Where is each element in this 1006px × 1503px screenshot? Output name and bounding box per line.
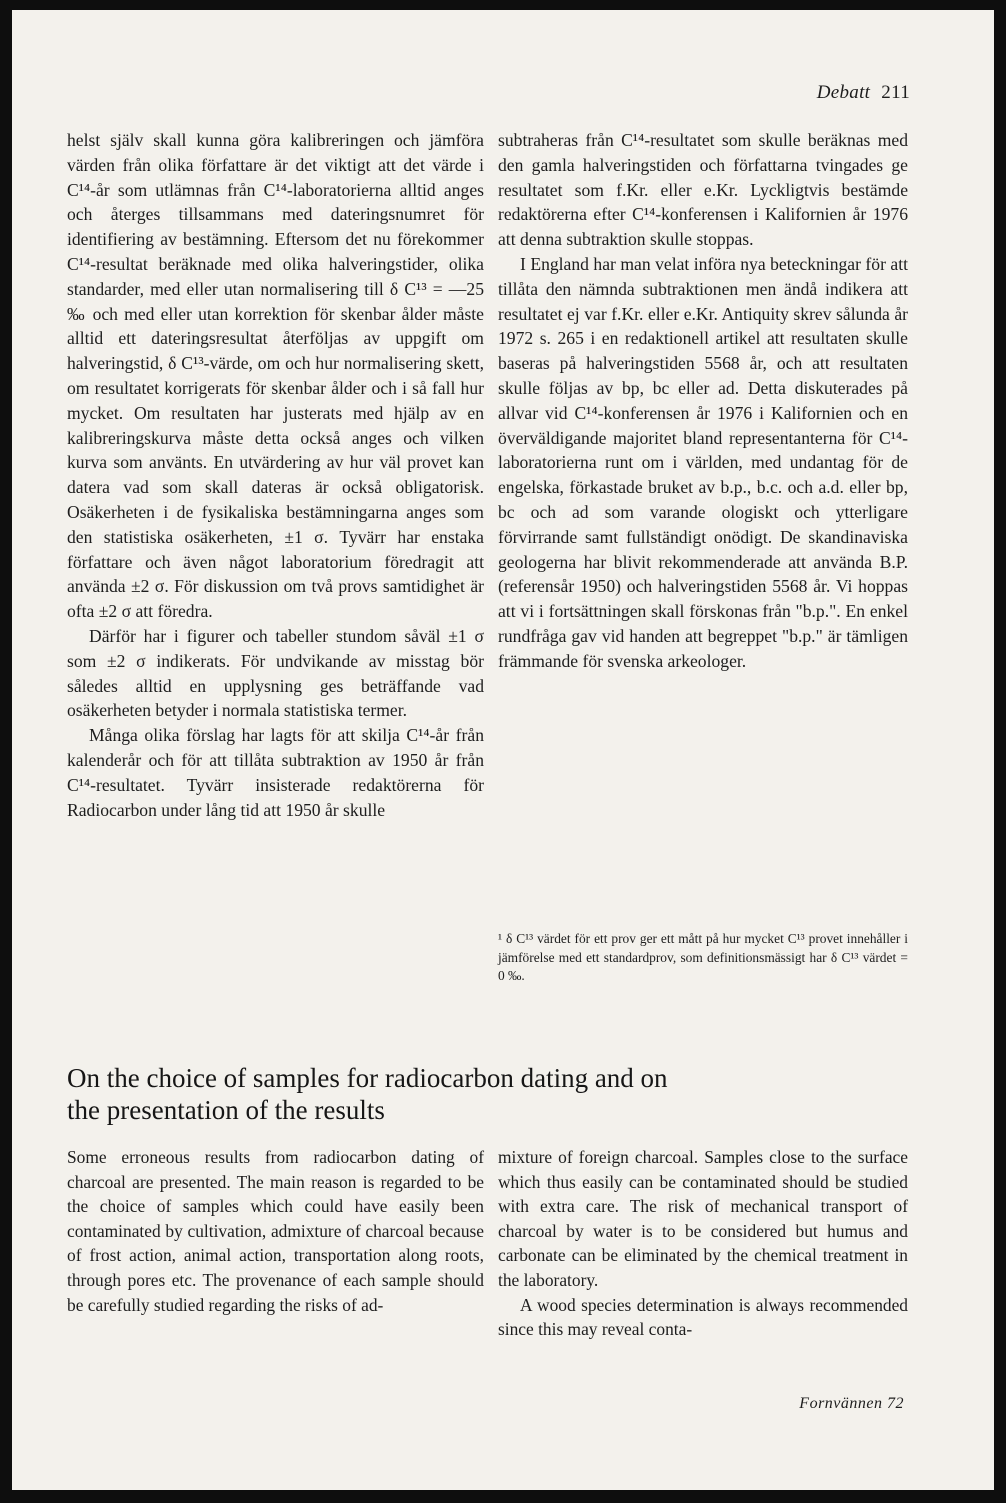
- page-number: 211: [881, 82, 910, 103]
- paragraph: subtraheras från C¹⁴-resultatet som skulle beräknas med den gamla halveringstiden och författarna tvingades ge resultatet som f.Kr. eller e.Kr. Lyckligtvis bestämde redaktörerna efter C¹⁴-konferensen i Kalifornien år 1976 att denna subtraktion skulle stoppas.: [498, 130, 908, 250]
- paragraph: I England har man velat införa nya beteckningar för att tillåta den nämnda subtraktionen men ändå indikera att resultatet ej var f.Kr. eller e.Kr. Antiquity skrev sålunda år 1972 s. 265 i en redaktionell artikel att resultaten skulle baseras på halveringstiden 5568 år, och att resultaten skulle följas av bp, bc eller ad. Detta diskuterades på allvar vid C¹⁴-konferensen år 1976 i Kalifornien och en överväldigande majoritet bland representanterna för C¹⁴-laboratorierna runt om i världen, med undantag för de engelska, förkastade bruket av b.p., b.c. och a.d. eller bp, bc och ad som varande ologiskt och ytterligare förvirrande samt fullständigt onödigt. De skandinaviska geologerna har blivit rekommenderade att använda B.P. (referensår 1950) och halveringstiden 5568 år. Vi hoppas att vi i fortsättningen skall förskonas från "b.p.". En enkel rundfråga gav vid handen att begreppet "b.p." är tämligen främmande för svenska arkeologer.: [498, 253, 908, 671]
- swedish-right-column: [498, 128, 908, 674]
- paragraph: A wood species determination is always recommended since this may reveal conta-: [498, 1294, 908, 1340]
- english-right-column: [498, 1145, 908, 1342]
- swedish-left-column: [67, 128, 484, 822]
- paragraph: helst själv skall kunna göra kalibreringen och jämföra värden från olika författare är det viktigt att det värde i C¹⁴-år som utlämnas från C¹⁴-laboratorierna alltid anges och återges tillsammans med dateringsnumret för identifiering av bestämning. Eftersom det nu förekommer C¹⁴-resultat beräknade med olika halveringstider, olika standarder, med eller utan normalisering till δ C¹³ = —25 ‰ och med eller utan korrektion för skenbar ålder måste alltid ett dateringsresultat återföljas av uppgift om halveringstid, δ C¹³-värde, om och hur normalisering skett, om resultatet korrigerats för skenbar ålder och i så fall hur mycket. Om resultaten har justerats med hjälp av en kalibreringskurva måste detta också anges och vilken kurva som använts. En utvärdering av hur väl provet kan datera vad som skall dateras är också obligatorisk. Osäkerheten i de fysikaliska bestämningarna anges som den statistiska osäkerheten, ±1 σ. Tyvärr har enstaka författare och även något laboratorium föredragit att använda ±2 σ. För diskussion om två provs samtidighet är ofta ±2 σ att föredra.: [67, 130, 484, 622]
- english-left-column: [67, 1145, 484, 1317]
- journal-footer: Fornvännen 72: [799, 1395, 904, 1412]
- running-header: [817, 82, 910, 104]
- footnote: ¹ δ C¹³ värdet för ett prov ger ett mått på hur mycket C¹³ provet innehåller i jämförelse med ett standardprov, som definitionsmässigt har δ C¹³ värdet = 0 ‰.: [498, 931, 908, 983]
- article-title: [67, 1062, 917, 1126]
- journal-page: [12, 10, 994, 1490]
- paragraph: Därför har i figurer och tabeller stundom såväl ±1 σ som ±2 σ indikerats. För undvikande av misstag bör således alltid en upplysning ges beträffande vad osäkerheten betyder i normala statistiska termer.: [67, 625, 484, 721]
- section-name: Debatt: [816, 82, 871, 103]
- paragraph: Some erroneous results from radiocarbon dating of charcoal are presented. The main reason is regarded to be the choice of samples which could have easily been contaminated by cultivation, admixture of charcoal because of frost action, animal action, transportation along roots, through pores etc. The provenance of each sample should be carefully studied regarding the risks of ad-: [67, 1147, 484, 1315]
- paragraph: mixture of foreign charcoal. Samples close to the surface which thus easily can be contaminated should be studied with extra care. The risk of mechanical transport of charcoal by water is to be considered but humus and carbonate can be eliminated by the chemical treatment in the laboratory.: [498, 1147, 908, 1290]
- article-title-line-1: On the choice of samples for radiocarbon dating and on: [67, 1063, 668, 1093]
- article-title-line-2: the presentation of the results: [67, 1095, 385, 1125]
- paragraph: Många olika förslag har lagts för att skilja C¹⁴-år från kalenderår och för att tillåta subtraktion av 1950 år från C¹⁴-resultatet. Tyvärr insisterade redaktörerna för Radiocarbon under lång tid att 1950 år skulle: [67, 725, 484, 820]
